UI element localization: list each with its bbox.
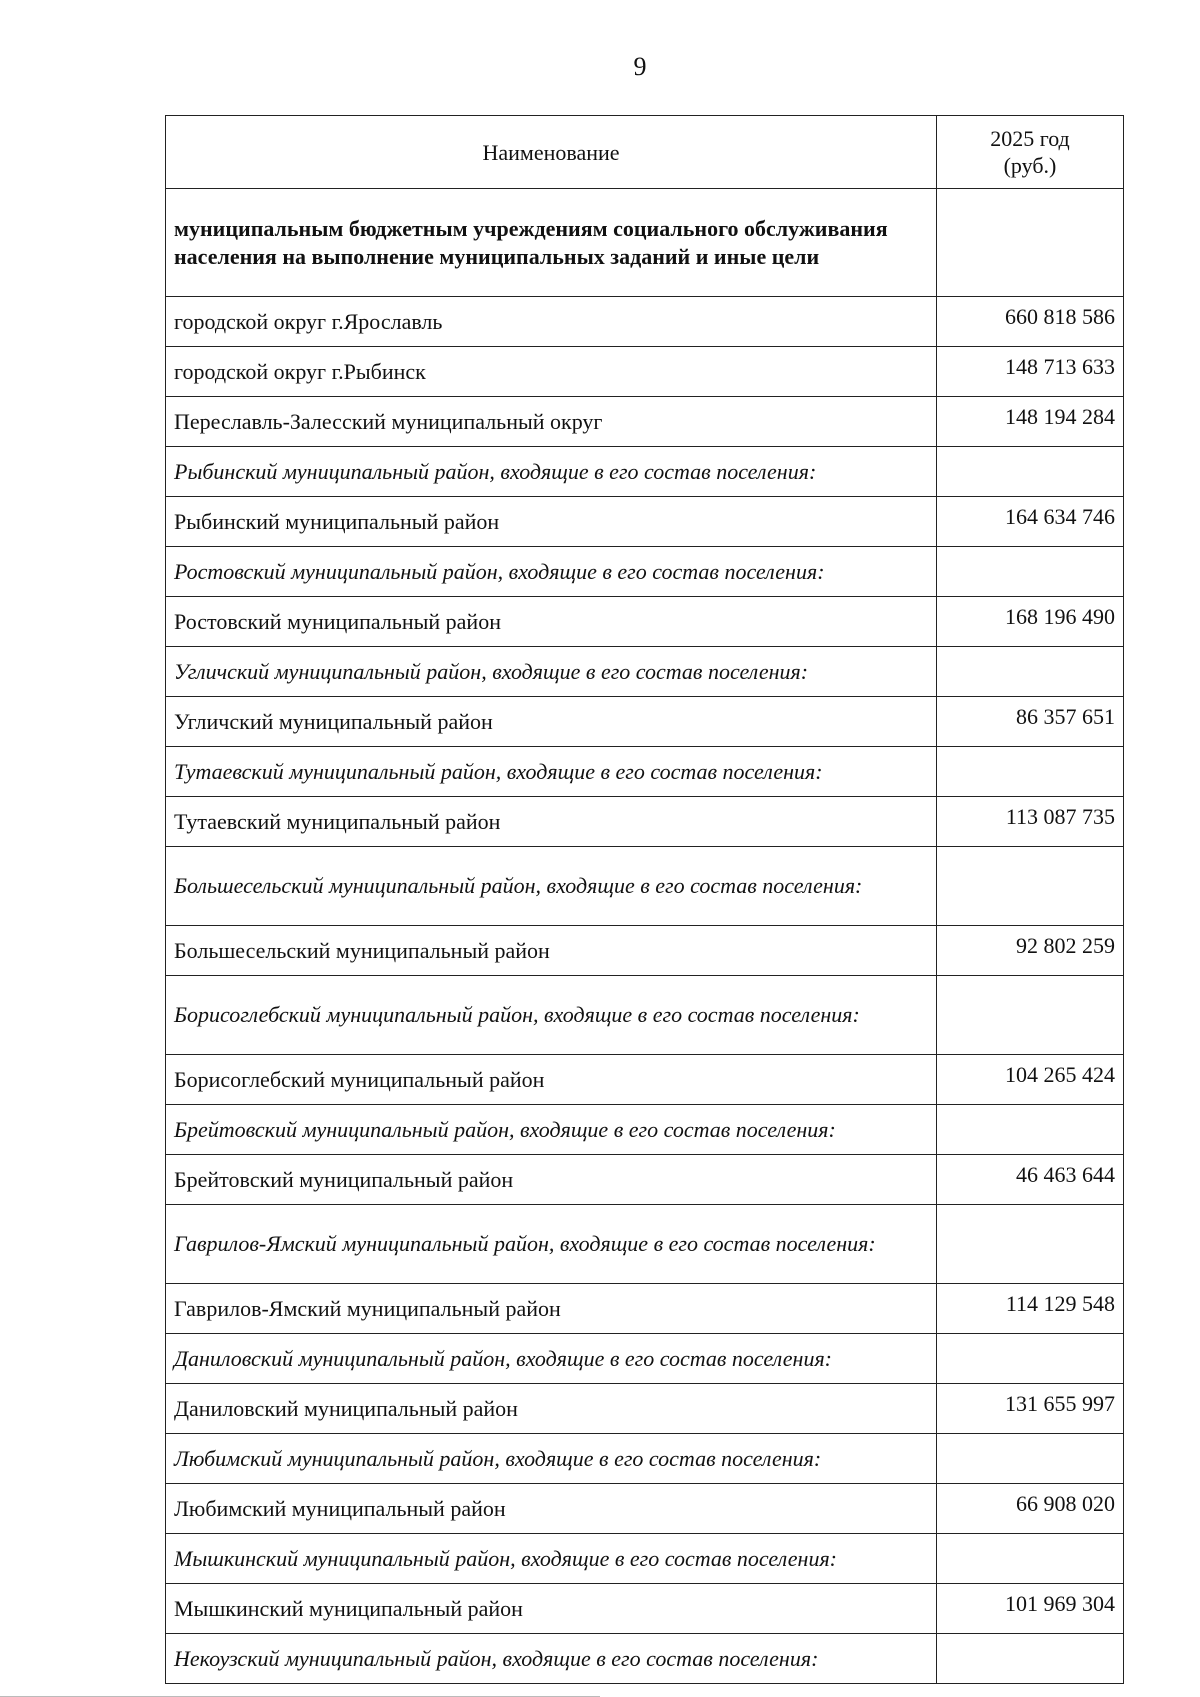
table-row [166, 1434, 1124, 1484]
table-body [166, 189, 1124, 1684]
row-value-cell: 164 634 746 [937, 497, 1124, 547]
table-row [166, 847, 1124, 926]
row-value-cell [937, 189, 1124, 297]
row-value-cell: 66 908 020 [937, 1484, 1124, 1534]
row-name-cell: Угличский муниципальный район [166, 697, 937, 747]
table-row [166, 1334, 1124, 1384]
table-row [166, 747, 1124, 797]
column-header-name: Наименование [166, 116, 937, 189]
table-row [166, 1155, 1124, 1205]
row-value-cell: 92 802 259 [937, 926, 1124, 976]
row-value-cell [937, 847, 1124, 926]
table-row [166, 797, 1124, 847]
row-name-cell: Ростовский муниципальный район [166, 597, 937, 647]
table-row [166, 647, 1124, 697]
table-row [166, 397, 1124, 447]
row-value-cell: 131 655 997 [937, 1384, 1124, 1434]
table-row [166, 697, 1124, 747]
row-name-cell: муниципальным бюджетным учреждениям социального обслуживания населения на выполнение муниципальных заданий и иные цели [166, 189, 937, 297]
row-name-cell: Брейтовский муниципальный район, входящие в его состав поселения: [166, 1105, 937, 1155]
table-row [166, 976, 1124, 1055]
row-name-cell: Большесельский муниципальный район, входящие в его состав поселения: [166, 847, 937, 926]
row-name-cell: Гаврилов-Ямский муниципальный район [166, 1284, 937, 1334]
table-row [166, 1284, 1124, 1334]
row-value-cell: 46 463 644 [937, 1155, 1124, 1205]
table-row [166, 347, 1124, 397]
table-row [166, 1384, 1124, 1434]
row-value-cell: 113 087 735 [937, 797, 1124, 847]
row-value-cell: 101 969 304 [937, 1584, 1124, 1634]
row-name-cell: Угличский муниципальный район, входящие в его состав поселения: [166, 647, 937, 697]
row-name-cell: Даниловский муниципальный район [166, 1384, 937, 1434]
row-name-cell: Борисоглебский муниципальный район, входящие в его состав поселения: [166, 976, 937, 1055]
row-name-cell: Ростовский муниципальный район, входящие в его состав поселения: [166, 547, 937, 597]
row-name-cell: Некоузский муниципальный район, входящие в его состав поселения: [166, 1634, 937, 1684]
row-value-cell [937, 1534, 1124, 1584]
table-row [166, 297, 1124, 347]
row-name-cell: городской округ г.Рыбинск [166, 347, 937, 397]
table-row [166, 447, 1124, 497]
table-row [166, 597, 1124, 647]
row-value-cell [937, 1434, 1124, 1484]
column-header-unit: (руб.) [1003, 153, 1057, 178]
row-value-cell [937, 747, 1124, 797]
row-name-cell: городской округ г.Ярославль [166, 297, 937, 347]
row-value-cell [937, 1634, 1124, 1684]
table-row [166, 1205, 1124, 1284]
table-row [166, 1634, 1124, 1684]
row-value-cell: 168 196 490 [937, 597, 1124, 647]
table-row [166, 547, 1124, 597]
row-name-cell: Тутаевский муниципальный район, входящие в его состав поселения: [166, 747, 937, 797]
column-header-value [937, 116, 1124, 189]
table-row [166, 1484, 1124, 1534]
row-name-cell: Тутаевский муниципальный район [166, 797, 937, 847]
row-value-cell [937, 1105, 1124, 1155]
table-row [166, 189, 1124, 297]
row-name-cell: Любимский муниципальный район, входящие в его состав поселения: [166, 1434, 937, 1484]
row-value-cell [937, 647, 1124, 697]
row-name-cell: Мышкинский муниципальный район, входящие в его состав поселения: [166, 1534, 937, 1584]
row-name-cell: Даниловский муниципальный район, входящие в его состав поселения: [166, 1334, 937, 1384]
row-name-cell: Любимский муниципальный район [166, 1484, 937, 1534]
table-row [166, 1584, 1124, 1634]
row-name-cell: Мышкинский муниципальный район [166, 1584, 937, 1634]
table-row [166, 926, 1124, 976]
row-name-cell: Рыбинский муниципальный район [166, 497, 937, 547]
column-header-year: 2025 год [990, 126, 1070, 151]
row-value-cell: 660 818 586 [937, 297, 1124, 347]
row-value-cell [937, 547, 1124, 597]
row-name-cell: Брейтовский муниципальный район [166, 1155, 937, 1205]
row-value-cell [937, 976, 1124, 1055]
budget-table [165, 115, 1124, 1684]
row-name-cell: Борисоглебский муниципальный район [166, 1055, 937, 1105]
table-header-row [166, 116, 1124, 189]
row-value-cell [937, 1334, 1124, 1384]
row-name-cell: Рыбинский муниципальный район, входящие в его состав поселения: [166, 447, 937, 497]
row-value-cell: 148 194 284 [937, 397, 1124, 447]
table-row [166, 1105, 1124, 1155]
row-name-cell: Большесельский муниципальный район [166, 926, 937, 976]
row-value-cell: 114 129 548 [937, 1284, 1124, 1334]
row-value-cell: 104 265 424 [937, 1055, 1124, 1105]
row-value-cell: 148 713 633 [937, 347, 1124, 397]
page-number: 9 [633, 52, 647, 81]
budget-table-container [165, 115, 1123, 1684]
row-name-cell: Переславль-Залесский муниципальный округ [166, 397, 937, 447]
table-row [166, 1534, 1124, 1584]
table-row [166, 497, 1124, 547]
row-value-cell [937, 447, 1124, 497]
row-name-cell: Гаврилов-Ямский муниципальный район, входящие в его состав поселения: [166, 1205, 937, 1284]
row-value-cell: 86 357 651 [937, 697, 1124, 747]
table-row [166, 1055, 1124, 1105]
row-value-cell [937, 1205, 1124, 1284]
